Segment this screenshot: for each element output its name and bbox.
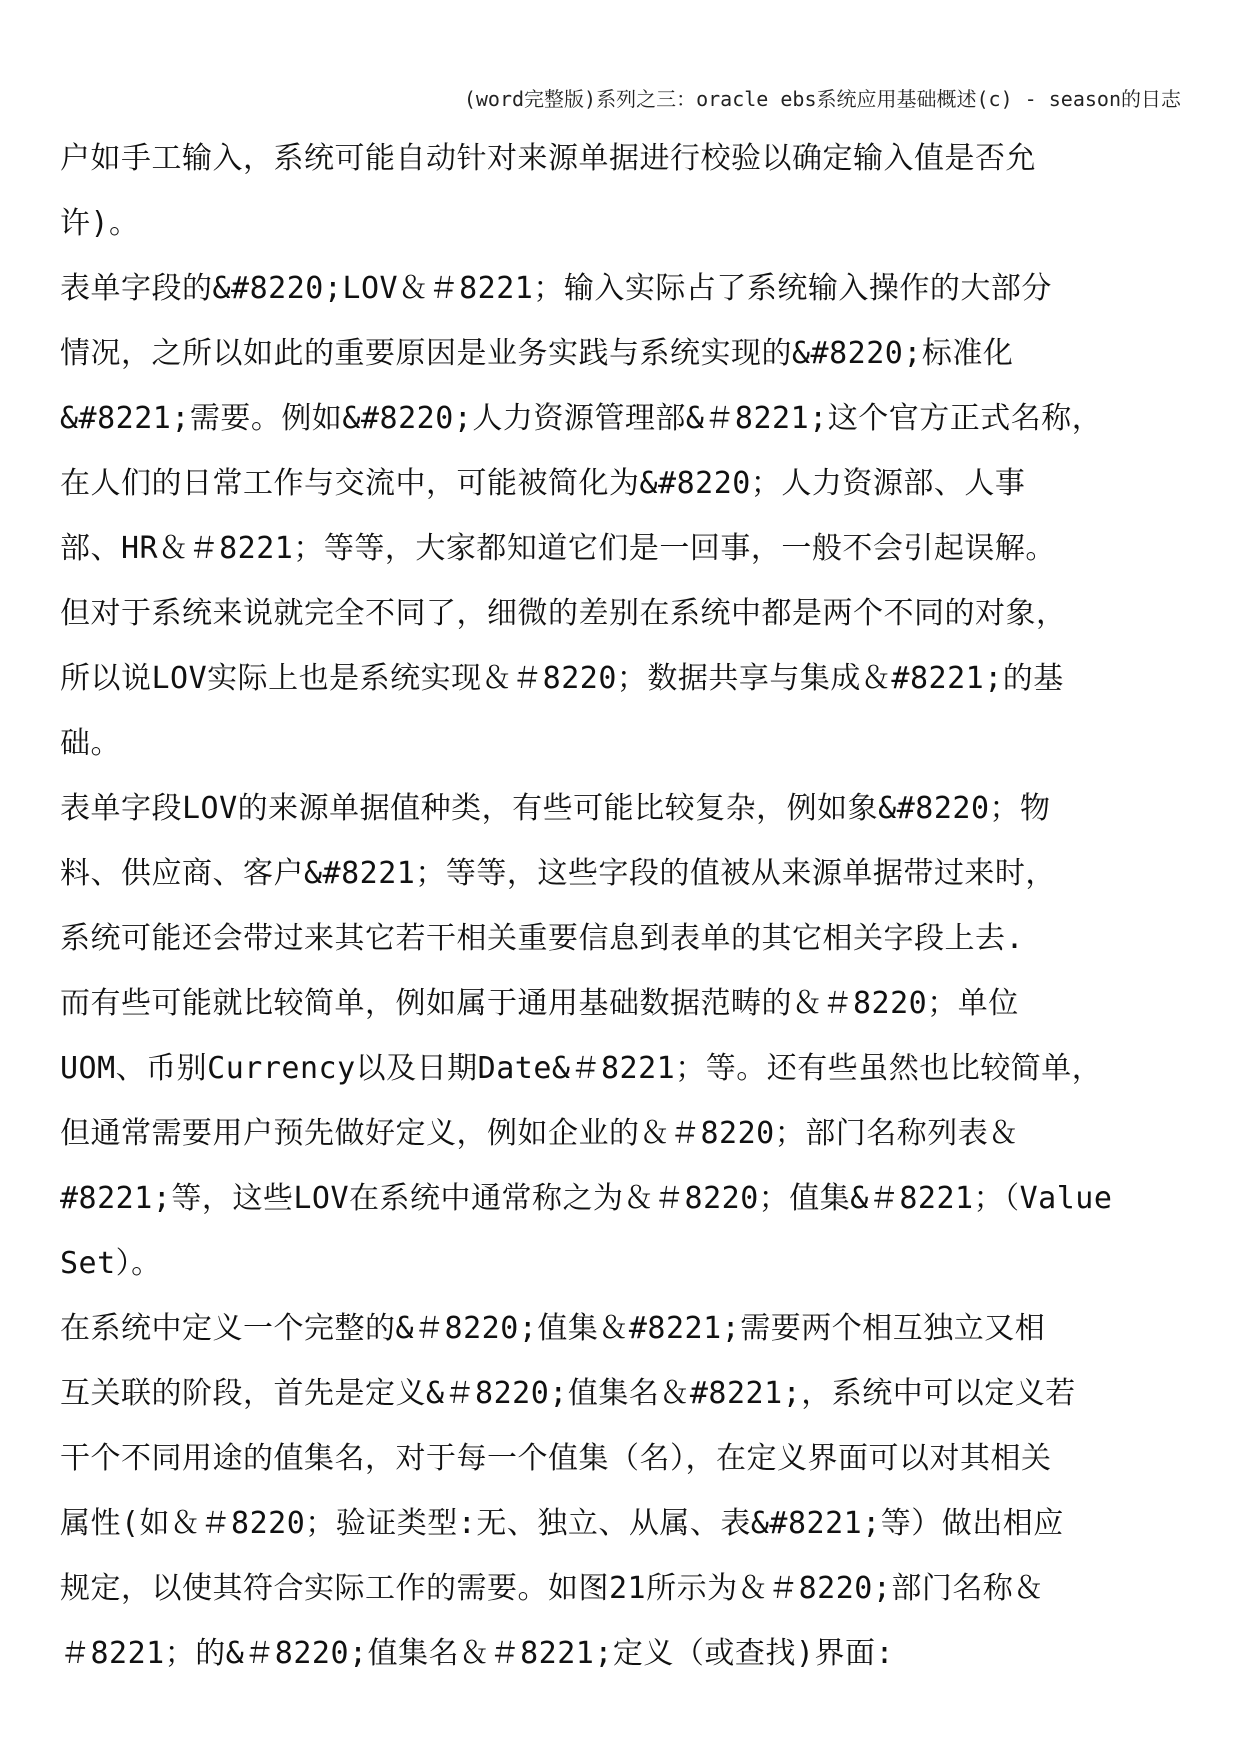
text-line: 而有些可能就比较简单，例如属于通用基础数据范畴的＆＃8220；单位 <box>60 986 1019 1021</box>
text-line: #8221;等，这些LOV在系统中通常称之为＆＃8220；值集&＃8221；（Value <box>60 1181 1113 1216</box>
text-line: 许)。 <box>60 206 140 241</box>
text-line: 部、HR＆＃8221；等等，大家都知道它们是一回事，一般不会引起误解。 <box>60 531 1056 566</box>
paragraph <box>60 256 1185 776</box>
text-line: 规定，以使其符合实际工作的需要。如图21所示为＆＃8220;部门名称＆ <box>60 1571 1044 1606</box>
text-line: UOM、币别Currency以及日期Date&＃8221；等。还有些虽然也比较简单， <box>60 1051 1103 1086</box>
paragraph <box>60 776 1185 1296</box>
text-line: 表单字段LOV的来源单据值种类，有些可能比较复杂，例如象&#8220；物 <box>60 791 1051 826</box>
text-line: 但对于系统来说就完全不同了，细微的差别在系统中都是两个不同的对象， <box>60 596 1067 631</box>
text-line: 但通常需要用户预先做好定义，例如企业的＆＃8220；部门名称列表＆ <box>60 1116 1019 1151</box>
text-line: 所以说LOV实际上也是系统实现＆＃8220；数据共享与集成＆#8221;的基 <box>60 661 1064 696</box>
text-line: 互关联的阶段，首先是定义&＃8220;值集名＆#8221;，系统中可以定义若 <box>60 1376 1076 1411</box>
text-line: 在系统中定义一个完整的&＃8220;值集＆#8221;需要两个相互独立又相 <box>60 1311 1046 1346</box>
text-line: 系统可能还会带过来其它若干相关重要信息到表单的其它相关字段上去. <box>60 921 1025 956</box>
text-line: 干个不同用途的值集名，对于每一个值集（名），在定义界面可以对其相关 <box>60 1441 1052 1476</box>
body-text <box>60 126 1185 1686</box>
text-line: ＃8221；的&＃8220;值集名＆＃8221;定义（或查找)界面: <box>60 1636 895 1671</box>
running-header: (word完整版)系列之三：oracle ebs系统应用基础概述(c) - season的日志 <box>463 87 1181 111</box>
text-line: 在人们的日常工作与交流中，可能被简化为&#8220；人力资源部、人事 <box>60 466 1026 501</box>
text-line: Set）。 <box>60 1246 162 1281</box>
text-line: 属性(如＆＃8220；验证类型:无、独立、从属、表&#8221;等）做出相应 <box>60 1506 1064 1541</box>
text-line: 户如手工输入，系统可能自动针对来源单据进行校验以确定输入值是否允 <box>60 141 1036 176</box>
text-line: 料、供应商、客户&#8221；等等，这些字段的值被从来源单据带过来时， <box>60 856 1056 891</box>
text-line: 表单字段的&#8220;LOV＆＃8221；输入实际占了系统输入操作的大部分 <box>60 271 1052 306</box>
text-line: 础。 <box>60 726 121 761</box>
paragraph <box>60 126 1185 256</box>
paragraph <box>60 1296 1185 1686</box>
text-line: 情况，之所以如此的重要原因是业务实践与系统实现的&#8220;标准化 <box>60 336 1014 371</box>
text-line: &#8221;需要。例如&#8220;人力资源管理部&＃8221;这个官方正式名称， <box>60 401 1103 436</box>
